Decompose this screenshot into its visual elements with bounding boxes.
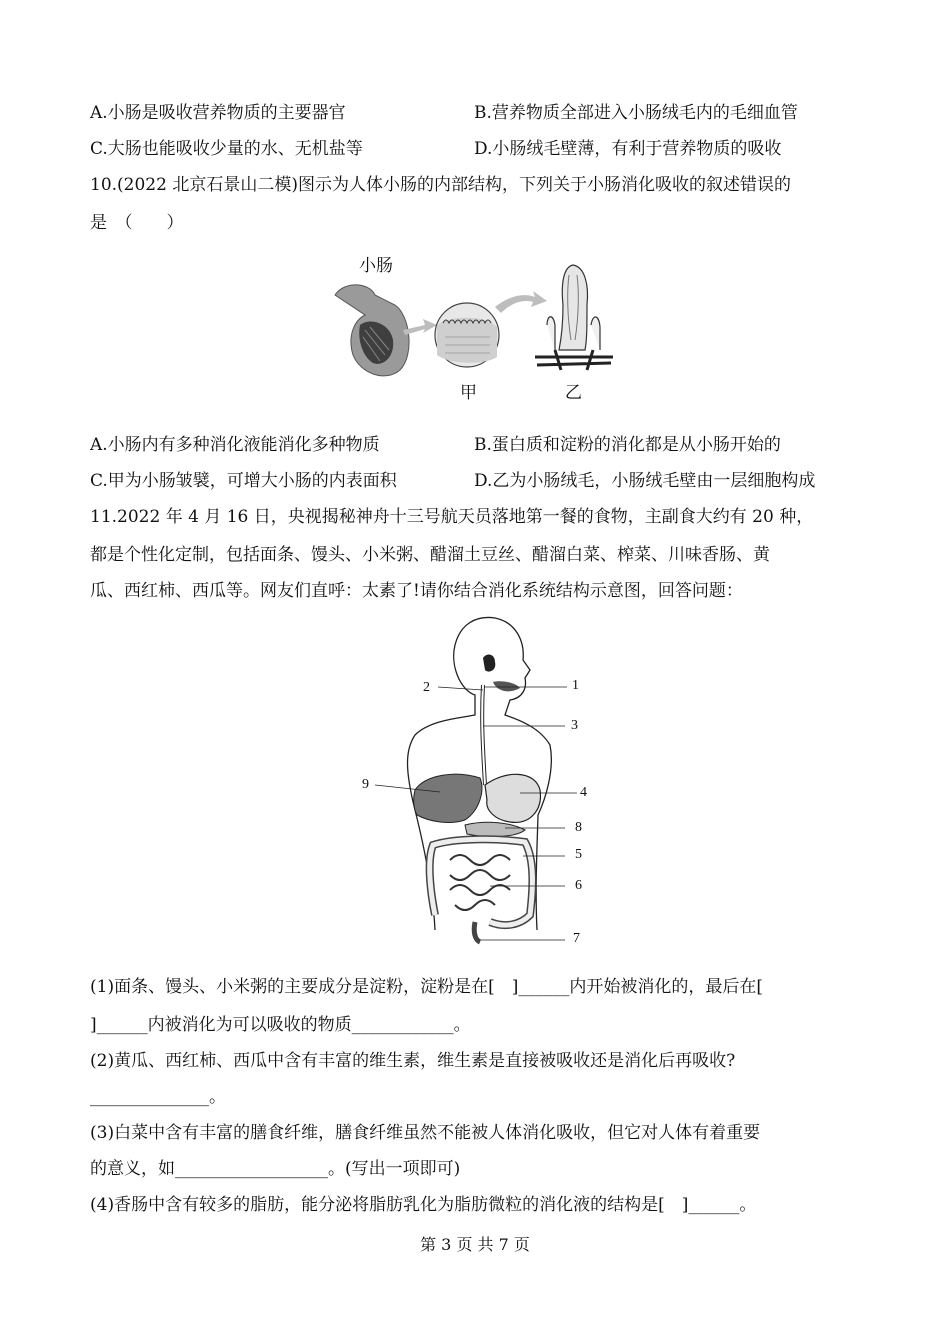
q11-stem-line1: 11.2022 年 4 月 16 日，央视揭秘神舟十三号航天员落地第一餐的食物，主副食大约有 20 种， xyxy=(90,507,814,527)
q10-option-b: B.蛋白质和淀粉的消化都是从小肠开始的 xyxy=(474,435,781,455)
q9-option-b: B.营养物质全部进入小肠绒毛内的毛细血管 xyxy=(474,103,798,123)
label-5: 5 xyxy=(575,847,582,862)
label-2: 2 xyxy=(423,680,430,695)
q11-stem-line3: 瓜、西红柿、西瓜等。网友们直呼：太素了!请你结合消化系统结构示意图，回答问题： xyxy=(90,581,743,601)
figure-title-small-intestine: 小肠 xyxy=(359,256,393,276)
label-yi: 乙 xyxy=(565,383,582,403)
digestive-system-illustration xyxy=(355,610,595,950)
digestive-system-figure xyxy=(355,610,595,950)
label-6: 6 xyxy=(575,878,582,893)
q10-stem-line1: 10.(2022 北京石景山二模)图示为人体小肠的内部结构，下列关于小肠消化吸收的叙述错误的 xyxy=(90,175,791,195)
q11-sub2-line2: ______________。 xyxy=(90,1087,226,1107)
q10-option-c: C.甲为小肠皱襞，可增大小肠的内表面积 xyxy=(90,471,397,491)
q11-stem-line2: 都是个性化定制，包括面条、馒头、小米粥、醋溜土豆丝、醋溜白菜、榨菜、川味香肠、黄 xyxy=(90,545,770,565)
q9-option-c: C.大肠也能吸收少量的水、无机盐等 xyxy=(90,139,363,159)
q10-stem-line2: 是 （ ） xyxy=(90,213,184,233)
label-4: 4 xyxy=(580,785,587,800)
page-footer: 第 3 页 共 7 页 xyxy=(420,1235,530,1254)
q10-option-a: A.小肠内有多种消化液能消化多种物质 xyxy=(90,435,380,455)
label-9: 9 xyxy=(362,777,369,792)
label-1: 1 xyxy=(572,678,579,693)
label-jia: 甲 xyxy=(460,383,477,403)
small-intestine-figure xyxy=(325,245,625,405)
q11-sub2-line1: (2)黄瓜、西红柿、西瓜中含有丰富的维生素，维生素是直接被吸收还是消化后再吸收? xyxy=(90,1051,736,1071)
label-8: 8 xyxy=(575,820,582,835)
label-7: 7 xyxy=(573,931,580,946)
label-3: 3 xyxy=(571,718,578,733)
q11-sub1-line2: ]______内被消化为可以吸收的物质____________。 xyxy=(90,1015,471,1035)
q11-sub1-line1: (1)面条、馒头、小米粥的主要成分是淀粉，淀粉是在[ ]______内开始被消化的，最后在[ xyxy=(90,977,763,997)
q9-option-a: A.小肠是吸收营养物质的主要器官 xyxy=(90,103,346,123)
q11-sub3-line2: 的意义，如__________________。(写出一项即可) xyxy=(90,1159,461,1179)
q9-option-d: D.小肠绒毛壁薄，有利于营养物质的吸收 xyxy=(474,139,782,159)
q11-sub4-line1: (4)香肠中含有较多的脂肪，能分泌将脂肪乳化为脂肪微粒的消化液的结构是[ ]______。 xyxy=(90,1195,757,1215)
q10-option-d: D.乙为小肠绒毛，小肠绒毛壁由一层细胞构成 xyxy=(474,471,816,491)
q11-sub3-line1: (3)白菜中含有丰富的膳食纤维，膳食纤维虽然不能被人体消化吸收，但它对人体有着重要 xyxy=(90,1123,761,1143)
